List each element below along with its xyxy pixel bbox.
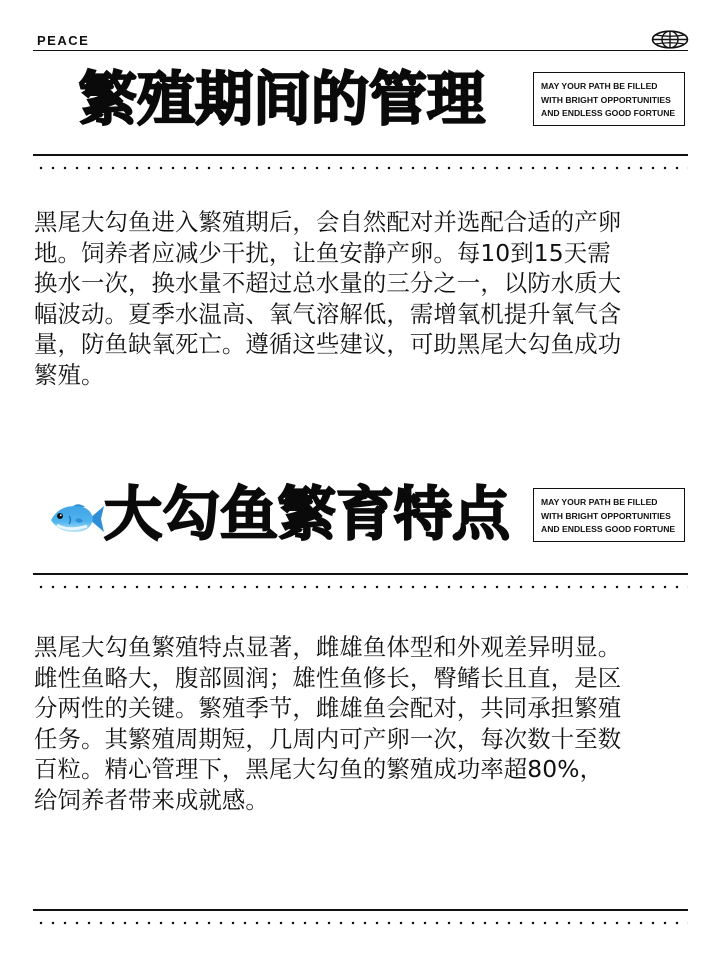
body-line: 换水一次，换水量不超过总水量的三分之一，以防水质大 — [34, 269, 622, 298]
section-body — [34, 632, 674, 816]
section-title: 繁殖期间的管理 — [79, 65, 486, 133]
fish-icon — [49, 499, 105, 539]
tagline-line: AND ENDLESS GOOD FORTUNE — [541, 108, 676, 118]
tagline-line: MAY YOUR PATH BE FILLED — [541, 81, 658, 91]
tagline-line: WITH BRIGHT OPPORTUNITIES — [541, 94, 671, 105]
section-divider — [33, 154, 688, 156]
body-line: 黑尾大勾鱼繁殖特点显著，雌雄鱼体型和外观差异明显。 — [34, 633, 622, 661]
body-line: 量，防鱼缺氧死亡。遵循这些建议，可助黑尾大勾鱼成功 — [34, 330, 622, 359]
dotted-divider — [33, 585, 688, 589]
section-title: 大勾鱼繁育特点 — [104, 480, 511, 548]
body-line: 地。饲养者应减少干扰，让鱼安静产卵。每10到15天需 — [34, 238, 611, 267]
body-line: 雌性鱼略大，腹部圆润；雄性鱼修长，臀鳍长且直，是区 — [34, 663, 622, 692]
tagline-box — [533, 488, 685, 542]
tagline-line: MAY YOUR PATH BE FILLED — [541, 497, 658, 507]
header-divider — [33, 50, 688, 51]
dotted-divider — [33, 166, 688, 170]
body-line: 黑尾大勾鱼进入繁殖期后，会自然配对并选配合适的产卵 — [34, 208, 622, 236]
dotted-divider — [33, 921, 688, 925]
body-line: 繁殖。 — [34, 360, 105, 389]
body-line: 任务。其繁殖周期短，几周内可产卵一次，每次数十至数 — [34, 724, 622, 753]
tagline-box — [533, 72, 685, 126]
body-line: 分两性的关键。繁殖季节，雌雄鱼会配对，共同承担繁殖 — [34, 694, 622, 723]
footer-divider — [33, 909, 688, 911]
brand-label: PEACE — [37, 33, 90, 48]
globe-icon — [651, 30, 689, 49]
section-body — [34, 207, 674, 391]
tagline-line: AND ENDLESS GOOD FORTUNE — [541, 524, 676, 534]
body-line: 百粒。精心管理下，黑尾大勾鱼的繁殖成功率超80%， — [34, 755, 604, 784]
tagline-line: WITH BRIGHT OPPORTUNITIES — [541, 510, 671, 521]
body-line: 幅波动。夏季水温高、氧气溶解低，需增氧机提升氧气含 — [34, 299, 622, 328]
section-divider — [33, 573, 688, 575]
body-line: 给饲养者带来成就感。 — [34, 785, 269, 814]
